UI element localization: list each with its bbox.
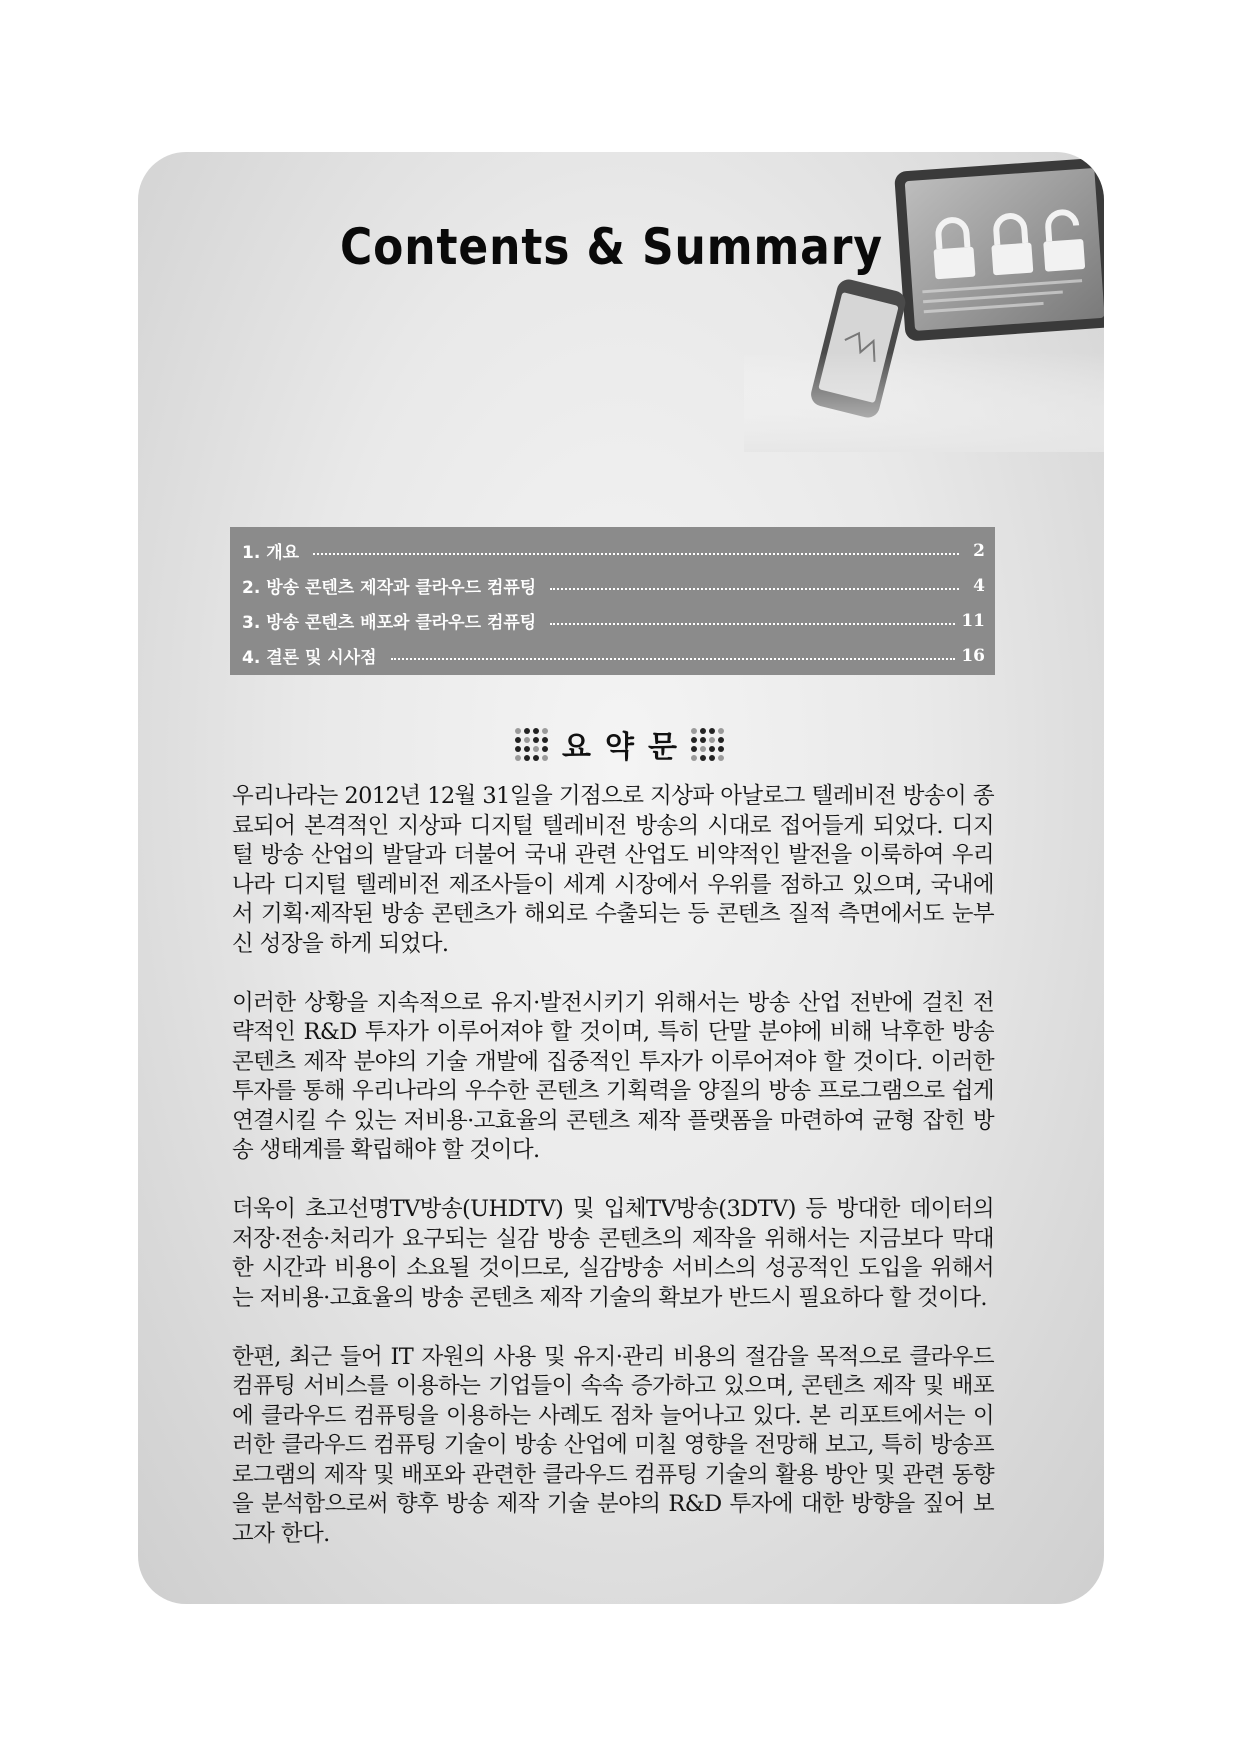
toc-item-label: 2. 방송 콘텐츠 제작과 클라우드 컴퓨팅 <box>242 578 537 598</box>
toc-leader-dots <box>550 588 959 590</box>
summary-paragraph: 한편, 최근 들어 IT 자원의 사용 및 유지·관리 비용의 절감을 목적으로 클라우드 컴퓨팅 서비스를 이용하는 기업들이 속속 증가하고 있으며, 콘텐츠 제작 및 배포에 클라우드 컴퓨팅을 이용하는 사례도 점차 늘어나고 있다. 본 리포트에서는 이러한 클라우드 컴퓨팅 기술이 방송 산업에 미칠 영향을 전망해 보고, 특히 방송프로그램의 제작 및 배포와 관련한 클라우드 컴퓨팅 기술의 활용 방안 및 관련 동향을 분석함으로써 향후 방송 제작 기술 분야의 R&D 투자에 대한 방향을 짚어 보고자 한다. <box>232 1343 994 1547</box>
dot-grid-icon <box>691 728 724 761</box>
toc-item-page: 16 <box>961 645 985 666</box>
toc-leader-dots <box>391 658 956 660</box>
toc-leader-dots <box>313 553 959 555</box>
page-title: Contents & Summary <box>340 218 883 276</box>
summary-body <box>232 782 994 1579</box>
toc-item-label: 1. 개요 <box>242 543 300 563</box>
table-of-contents <box>230 527 995 675</box>
summary-paragraph: 이러한 상황을 지속적으로 유지·발전시키기 위해서는 방송 산업 전반에 걸친 전략적인 R&D 투자가 이루어져야 할 것이며, 특히 단말 분야에 비해 낙후한 방송 콘텐츠 제작 분야의 기술 개발에 집중적인 투자가 이루어져야 할 것이다. 이러한 투자를 통해 우리나라의 우수한 콘텐츠 기획력을 양질의 방송 프로그램으로 쉽게 연결시킬 수 있는 저비용·고효율의 콘텐츠 제작 플랫폼을 마련하여 균형 잡힌 방송 생태계를 확립해야 할 것이다. <box>232 989 994 1163</box>
summary-paragraph: 더욱이 초고선명TV방송(UHDTV) 및 입체TV방송(3DTV) 등 방대한 데이터의 저장·전송·처리가 요구되는 실감 방송 콘텐츠의 제작을 위해서는 지금보다 막대한 시간과 비용이 소요될 것이므로, 실감방송 서비스의 성공적인 도입을 위해서는 저비용·고효율의 방송 콘텐츠 제작 기술의 확보가 반드시 필요하다 할 것이다. <box>232 1196 994 1311</box>
toc-item[interactable] <box>242 533 985 568</box>
toc-item-label: 3. 방송 콘텐츠 배포와 클라우드 컴퓨팅 <box>242 613 537 633</box>
summary-heading-text: 요약문 <box>562 730 691 765</box>
summary-paragraph: 우리나라는 2012년 12월 31일을 기점으로 지상파 아날로그 텔레비전 방송이 종료되어 본격적인 지상파 디지털 텔레비전 방송의 시대로 접어들게 되었다. 디지털 방송 산업의 발달과 더불어 국내 관련 산업도 비약적인 발전을 이룩하여 우리나라 디지털 텔레비전 제조사들이 세계 시장에서 우위를 점하고 있으며, 국내에서 기획·제작된 방송 콘텐츠가 해외로 수출되는 등 콘텐츠 질적 측면에서도 눈부신 성장을 하게 되었다. <box>232 783 994 957</box>
toc-item[interactable] <box>242 603 985 638</box>
tablet-smartphone-lock-icon <box>744 152 1104 452</box>
toc-item-page: 4 <box>973 575 985 596</box>
toc-item-page: 11 <box>961 610 985 631</box>
dot-grid-icon <box>515 728 548 761</box>
summary-heading <box>0 722 1239 766</box>
toc-item-label: 4. 결론 및 시사점 <box>242 648 377 668</box>
toc-item[interactable] <box>242 638 985 673</box>
toc-item-page: 2 <box>973 540 985 561</box>
toc-leader-dots <box>550 623 955 625</box>
toc-item[interactable] <box>242 568 985 603</box>
